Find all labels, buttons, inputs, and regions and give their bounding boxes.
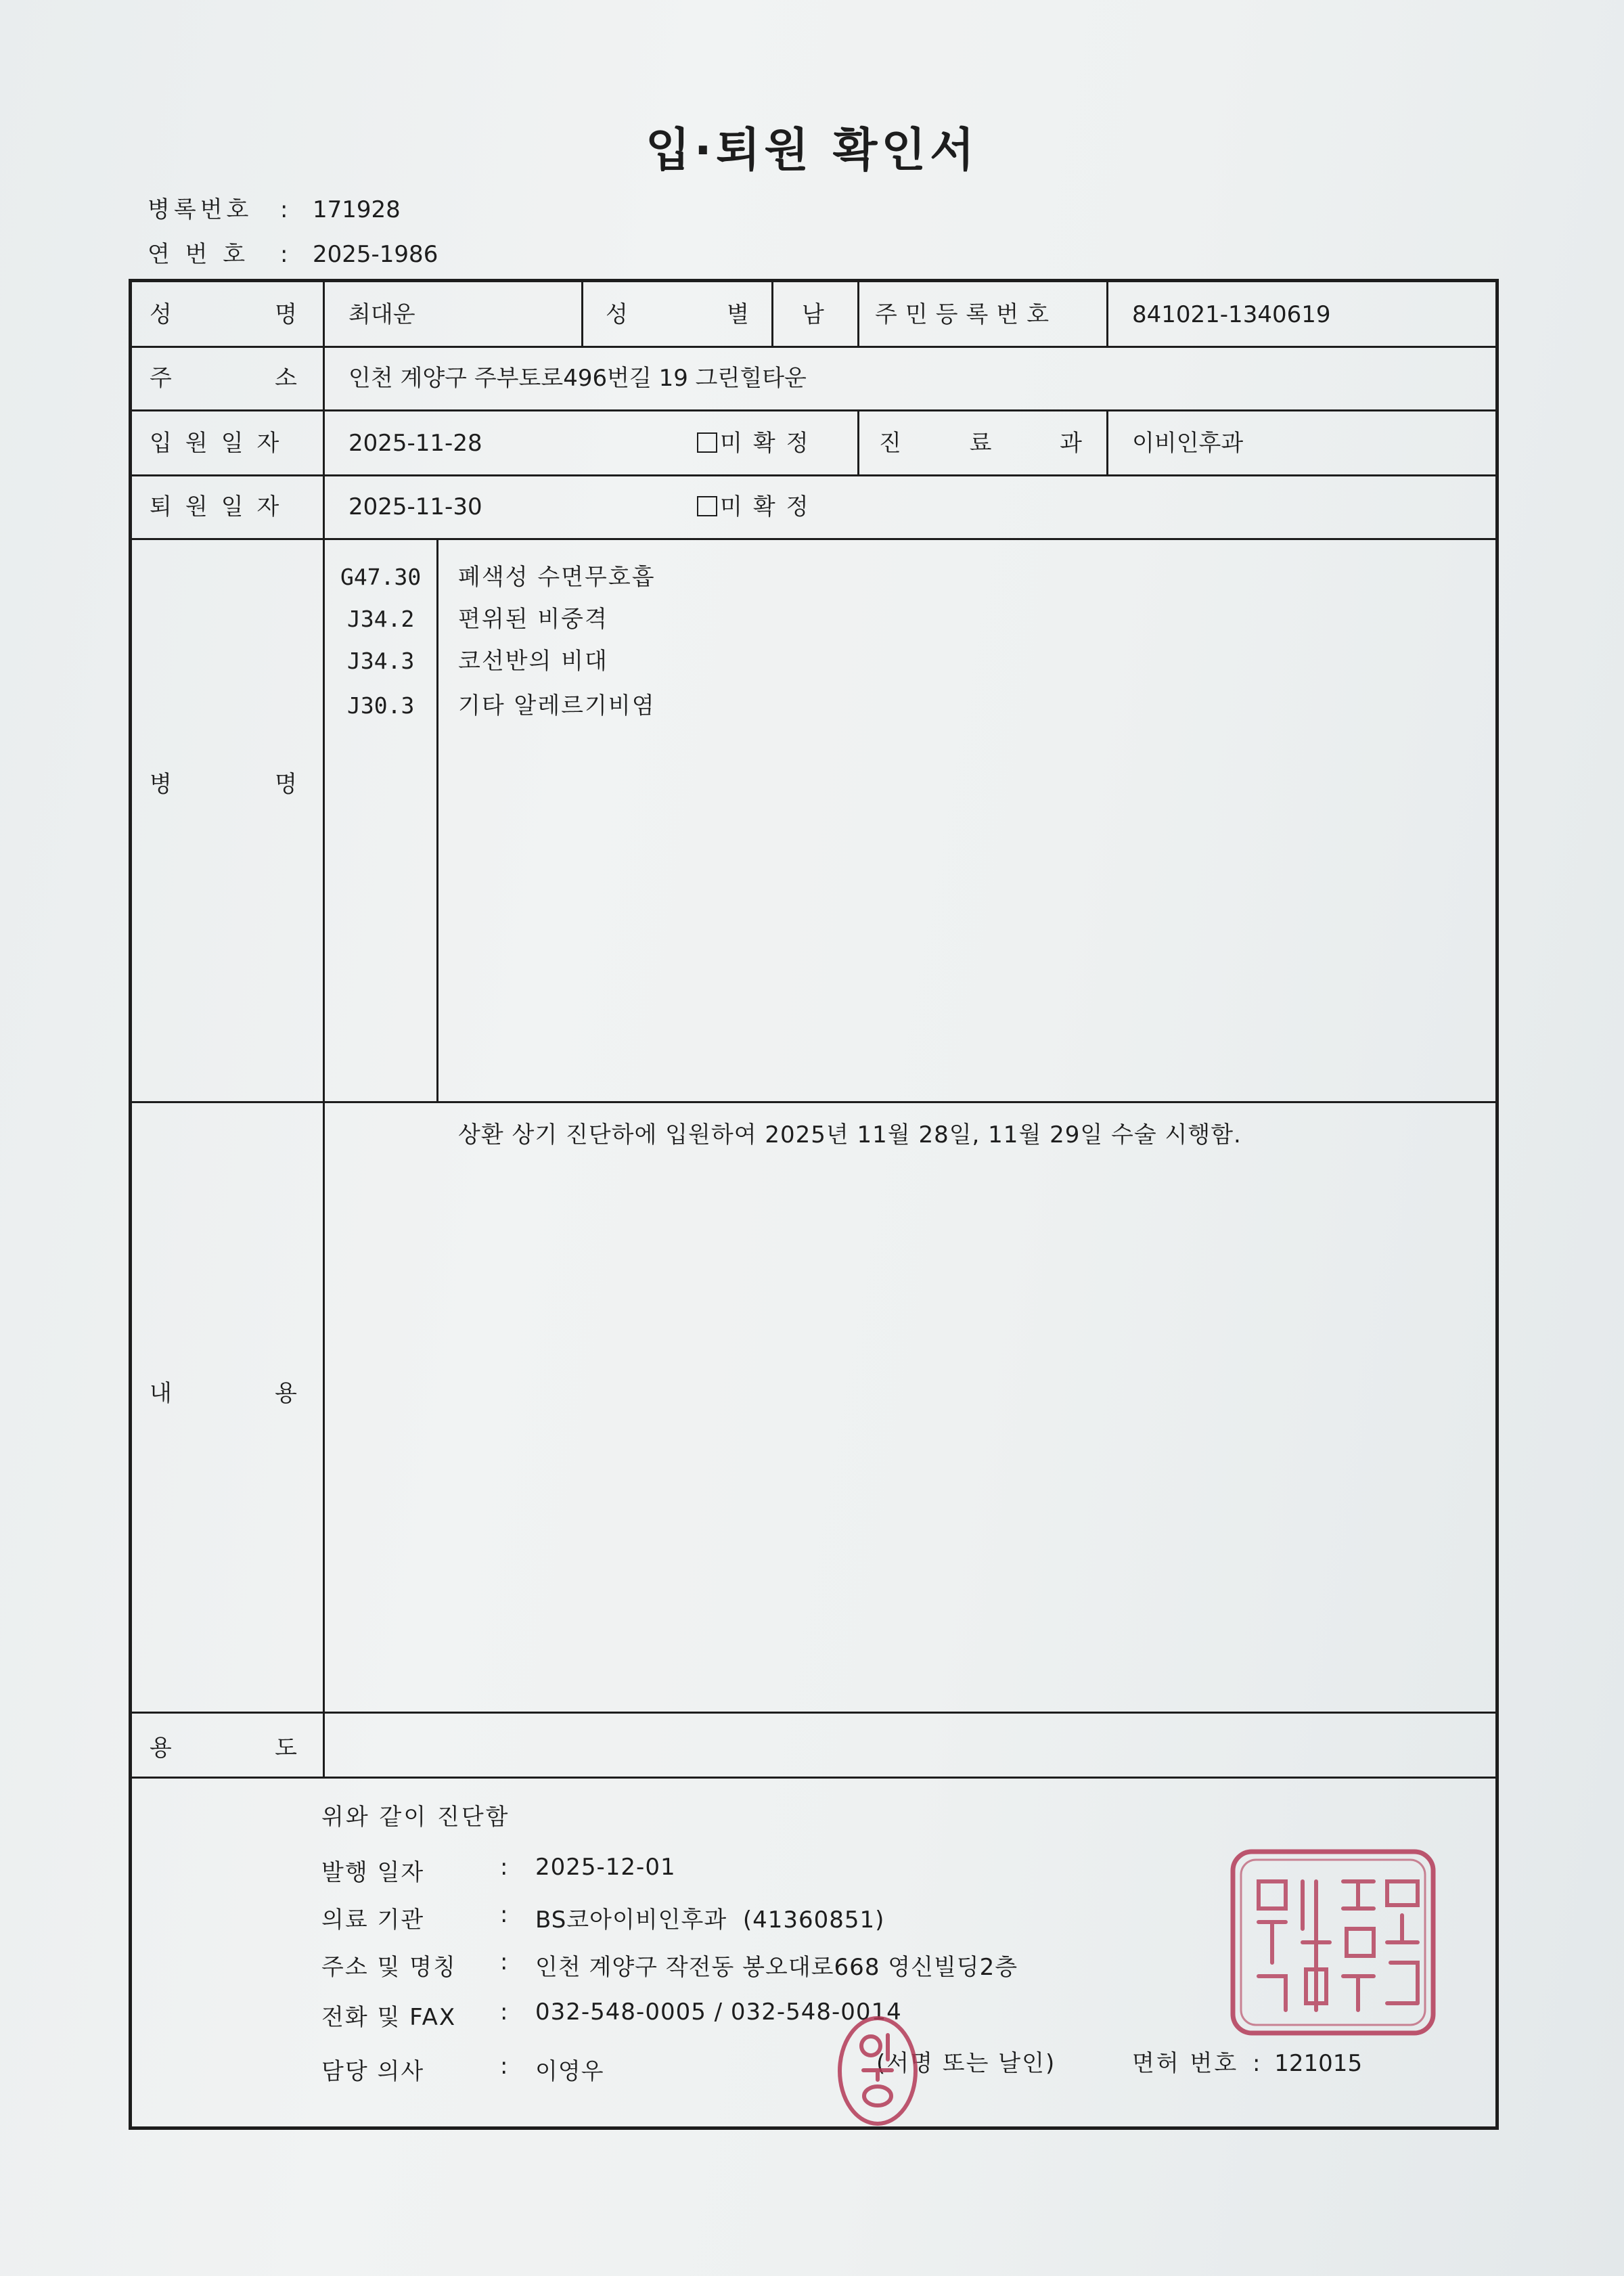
col-divider — [581, 282, 583, 347]
statement: 위와 같이 진단함 — [321, 1804, 510, 1831]
discharge-date: 2025-11-30 — [348, 493, 482, 520]
license-label: 면허 번호 — [1132, 2050, 1239, 2077]
discharge-unconfirmed-checkbox: 미확정 — [697, 493, 819, 520]
code-column-divider — [436, 538, 438, 1102]
phone-label: 전화 및 FAX — [321, 2004, 457, 2031]
institution-address: 인천 계양구 작전동 봉오대로668 영신빌딩2층 — [535, 1954, 1018, 1981]
hospital-seal-stamp — [1225, 1841, 1441, 2044]
doctor-name: 이영우 — [535, 2058, 604, 2085]
row-divider — [132, 474, 1495, 476]
diagnosis-name: 폐색성 수면무호흡 — [458, 564, 656, 591]
license-row: 면허 번호 : 121015 — [1132, 2050, 1363, 2077]
col-divider — [857, 282, 859, 347]
row-divider — [132, 1101, 1495, 1103]
col-divider — [771, 282, 773, 347]
address-label: 주 소 — [150, 365, 297, 392]
signature-note: (서명 또는 날인) — [876, 2050, 1056, 2077]
checkbox-icon — [697, 496, 717, 516]
name-label: 성 명 — [150, 301, 297, 328]
serial-number-line: 연 번 호 : 2025-1986 — [148, 236, 438, 269]
discharge-date-label: 퇴원일자 — [150, 493, 293, 520]
certificate-form: 성 명 최대운 성 별 남 주민등록번호 841021-1340619 주 소 인천 계양구 주부토로496번길 19 그린힐타운 입원일자 2025-11-28 미확정 진 료 과 이비인후과 퇴원일자 2025-11-30 미확정 병 명 G47.30 폐색성 수면무호흡 J34.2 편위된 비중격 J34.3 코선반의 비대 J30.3 기타 알레르기비염 내 용 상환 상기 진단하에 입원하여 2025년 11월 28일, 11월 29일 수술 시행함. 용 도 위와 같이 진단함 발행 일자 : 2025-12-01 의료 기관 : BS코아이비인후과 (41360851) 주소 및 명칭 : 인천 계양구 작전동 봉오대로668 영신빌딩2층 전화 및 FAX : 032-548-0005 / 032-548-0014 담당 의사 : 이영우 (서명 또는 날인) 면허 번호 : 121015 — [129, 279, 1499, 2130]
institution-label: 의료 기관 — [321, 1906, 425, 1934]
row-divider — [132, 409, 1495, 411]
institution-address-label: 주소 및 명칭 — [321, 1954, 457, 1981]
diagnosis-code: G47.30 — [340, 564, 422, 590]
doctor-label: 담당 의사 — [321, 2058, 425, 2085]
admission-date: 2025-11-28 — [348, 430, 482, 457]
patient-rrn: 841021-1340619 — [1132, 301, 1331, 328]
row-divider — [132, 1712, 1495, 1714]
serial-number-label: 연 번 호 — [148, 241, 250, 268]
rrn-label: 주민등록번호 — [875, 301, 1058, 328]
record-number: 171928 — [313, 196, 401, 223]
diagnosis-name: 편위된 비중격 — [458, 606, 608, 633]
diagnosis-name: 기타 알레르기비염 — [458, 692, 656, 719]
institution: BS코아이비인후과 (41360851) — [535, 1906, 885, 1934]
purpose-label: 용 도 — [150, 1735, 297, 1762]
record-number-label: 병록번호 — [148, 196, 253, 223]
patient-sex: 남 — [802, 301, 824, 328]
diagnosis-code: J34.3 — [347, 648, 415, 674]
issue-date-label: 발행 일자 — [321, 1859, 425, 1886]
diagnosis-code: J34.2 — [347, 606, 415, 632]
col-divider — [857, 409, 859, 474]
admission-date-label: 입원일자 — [150, 430, 293, 457]
department-label: 진 료 과 — [879, 430, 1082, 457]
record-number-line: 병록번호 : 171928 — [148, 191, 401, 224]
diagnosis-code: J30.3 — [347, 692, 415, 719]
license-number: 121015 — [1274, 2050, 1363, 2077]
row-divider — [132, 538, 1495, 540]
serial-number: 2025-1986 — [313, 241, 438, 268]
row-divider — [132, 346, 1495, 348]
admission-unconfirmed-checkbox: 미확정 — [697, 430, 819, 457]
diagnosis-label: 병 명 — [150, 771, 297, 798]
col-divider — [1106, 409, 1108, 474]
checkbox-icon — [697, 432, 717, 453]
document-title: 입·퇴원 확인서 — [646, 124, 978, 177]
issue-date: 2025-12-01 — [535, 1854, 676, 1881]
content-label: 내 용 — [150, 1380, 297, 1407]
row-divider — [132, 1777, 1495, 1779]
doctor-seal-stamp — [834, 2013, 922, 2128]
patient-name: 최대운 — [348, 301, 415, 328]
label-column-divider — [323, 282, 325, 1778]
phone-fax: 032-548-0005 / 032-548-0014 — [535, 1999, 902, 2026]
col-divider — [1106, 282, 1108, 347]
diagnosis-name: 코선반의 비대 — [458, 648, 608, 675]
department: 이비인후과 — [1132, 430, 1244, 457]
sex-label: 성 별 — [606, 301, 749, 328]
content-text: 상환 상기 진단하에 입원하여 2025년 11월 28일, 11월 29일 수술 시행함. — [458, 1121, 1242, 1148]
patient-address: 인천 계양구 주부토로496번길 19 그린힐타운 — [348, 365, 807, 392]
